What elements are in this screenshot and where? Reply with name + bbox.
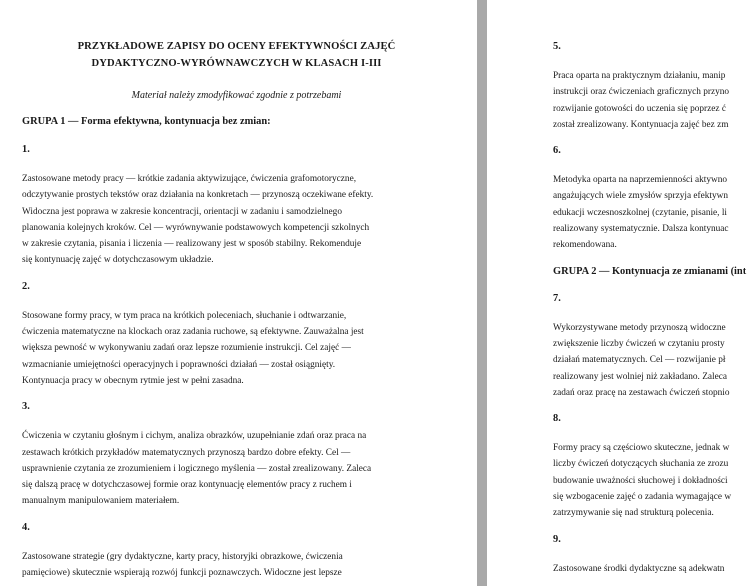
text-line: wzmacnianie umiejętności operacyjnych i poprawności działań — został osiągnięty. bbox=[22, 359, 336, 370]
document-title-line-2: DYDAKTYCZNO-WYRÓWNAWCZYCH W KLASACH I-III bbox=[91, 58, 382, 69]
text-line: edukacji wczesnoszkolnej (czytanie, pisanie, li bbox=[553, 207, 727, 218]
text-line: Formy pracy są częściowo skuteczne, jednak w bbox=[553, 443, 730, 454]
text-line: Ćwiczenia w czytaniu głośnym i cichym, analiza obrazków, uzupełnianie zdań oraz praca na bbox=[22, 431, 367, 442]
left-entry-text bbox=[22, 308, 451, 389]
text-line: manualnym manipulowaniem materiałem. bbox=[22, 496, 180, 507]
text-line: pamięciowe) skutecznie wspierają rozwój funkcji poznawczych. Widoczne jest lepsze bbox=[22, 568, 342, 579]
text-line: się dalszą pracę w dotychczasowej formie oraz kontynuację elementów pracy z ruchem i bbox=[22, 480, 352, 491]
text-line: zatrzymywanie się nad strukturą polecenia. bbox=[553, 508, 714, 519]
text-line: rozwijanie gotowości do uczenia się poprzez ć bbox=[553, 103, 726, 114]
text-line: odczytywanie prostych tekstów oraz działania na konkretach — przynoszą oczekiwane efekty. bbox=[22, 190, 374, 201]
text-line: Kontynuacja pracy w obecnym rytmie jest w pełni zasadna. bbox=[22, 375, 244, 386]
text-line: w zakresie czytania, pisania i liczenia — realizowany jest w sposób stabilny. Rekomenduje bbox=[22, 239, 362, 250]
right-entry-number: 8. bbox=[553, 413, 561, 425]
right-entry-text bbox=[553, 68, 750, 133]
right-entry-text bbox=[553, 320, 750, 401]
left-entry-text bbox=[22, 549, 451, 582]
text-line: angażujących wiele zmysłów sprzyja efektywn bbox=[553, 191, 729, 202]
text-line: Zastosowane strategie (gry dydaktyczne, karty pracy, historyjki obrazkowe, ćwiczenia bbox=[22, 551, 343, 562]
right-entry-text bbox=[553, 561, 750, 577]
text-line: ćwiczenia matematyczne na klockach oraz zadania ruchowe, są efektywne. Zauważalna jest bbox=[22, 327, 364, 338]
right-entry-number: 9. bbox=[553, 533, 561, 545]
text-line: instrukcji oraz ćwiczeniach graficznych przyno bbox=[553, 87, 730, 98]
left-entry-text bbox=[22, 171, 451, 269]
text-line: Metodyka oparta na naprzemienności aktywno bbox=[553, 175, 727, 186]
right-entries-before-list bbox=[553, 40, 750, 254]
text-line: Zastosowane metody pracy — krótkie zadania aktywizujące, ćwiczenia grafomotoryczne, bbox=[22, 174, 357, 184]
group-1-heading: GRUPA 1 — Forma efektywna, kontynuacja bez zmian: bbox=[22, 116, 271, 127]
left-entry-number: 2. bbox=[22, 280, 30, 292]
right-entry-number: 6. bbox=[553, 145, 561, 157]
right-entry-number: 5. bbox=[553, 41, 561, 52]
text-line: Zastosowane środki dydaktyczne są adekwatn bbox=[553, 563, 725, 574]
text-line: Widoczna jest poprawa w zakresie koncentracji, orientacji w zadaniu i samodzielnego bbox=[22, 206, 342, 217]
text-line: się kontynuację zajęć w dotychczasowym układzie. bbox=[22, 255, 214, 266]
text-line: został zrealizowany. Kontynuacja zajęć bez zm bbox=[553, 119, 729, 130]
text-line: realizowany jest wolniej niż zakładano. Zaleca bbox=[553, 371, 727, 382]
left-entries-list bbox=[22, 143, 451, 581]
text-line: liczby ćwiczeń dotyczących słuchania ze zrozu bbox=[553, 459, 729, 470]
document-title-line-1: PRZYKŁADOWE ZAPISY DO OCENY EFEKTYWNOŚCI ZAJĘĆ bbox=[77, 41, 396, 52]
text-line: większa pewność w wykonywaniu zadań oraz lepsze rozumienie instrukcji. Cel zajęć — bbox=[22, 343, 351, 354]
document-page-right bbox=[487, 0, 750, 586]
text-line: działań matematycznych. Cel — rozwijanie pł bbox=[553, 355, 726, 366]
text-line: budowanie uważności słuchowej i dokładności bbox=[553, 475, 728, 486]
text-line: usprawnienie czytania ze zrozumieniem i logicznego myślenia — został zrealizowany. Zaleca bbox=[22, 463, 372, 474]
document-subtitle: Materiał należy zmodyfikować zgodnie z potrzebami bbox=[131, 90, 342, 101]
right-entry-text bbox=[553, 440, 750, 521]
text-line: się wzbogacenie zajęć o zadania wymagające w bbox=[553, 492, 732, 503]
text-line: Praca oparta na praktycznym działaniu, manip bbox=[553, 71, 726, 81]
left-entry-number: 4. bbox=[22, 521, 30, 533]
left-entry-text bbox=[22, 428, 451, 509]
text-line: realizowany systematycznie. Dalsza kontynuac bbox=[553, 224, 729, 235]
text-line: zwiększenie liczby ćwiczeń w czytaniu prosty bbox=[553, 338, 725, 349]
right-entry-number: 7. bbox=[553, 292, 561, 304]
text-line: rekomendowana. bbox=[553, 240, 617, 251]
group-2-heading: GRUPA 2 — Kontynuacja ze zmianami (int bbox=[553, 265, 747, 277]
text-line: Wykorzystywane metody przynoszą widoczne bbox=[553, 322, 726, 333]
text-line: planowania kolejnych kroków. Cel — wyrównywanie podstawowych kompetencji szkolnych bbox=[22, 222, 370, 233]
text-line: zestawach krótkich przykładów matematycznych przynoszą bardzo dobre efekty. Cel — bbox=[22, 447, 351, 458]
text-line: zadań oraz pracę na zestawach ćwiczeń stopnio bbox=[553, 387, 730, 398]
left-entry-number: 1. bbox=[22, 144, 30, 155]
left-entry-number: 3. bbox=[22, 401, 30, 413]
right-entries-after-list bbox=[553, 292, 750, 577]
right-entry-text bbox=[553, 172, 750, 253]
text-line: Stosowane formy pracy, w tym praca na krótkich poleceniach, słuchanie i odtwarzanie, bbox=[22, 310, 347, 321]
